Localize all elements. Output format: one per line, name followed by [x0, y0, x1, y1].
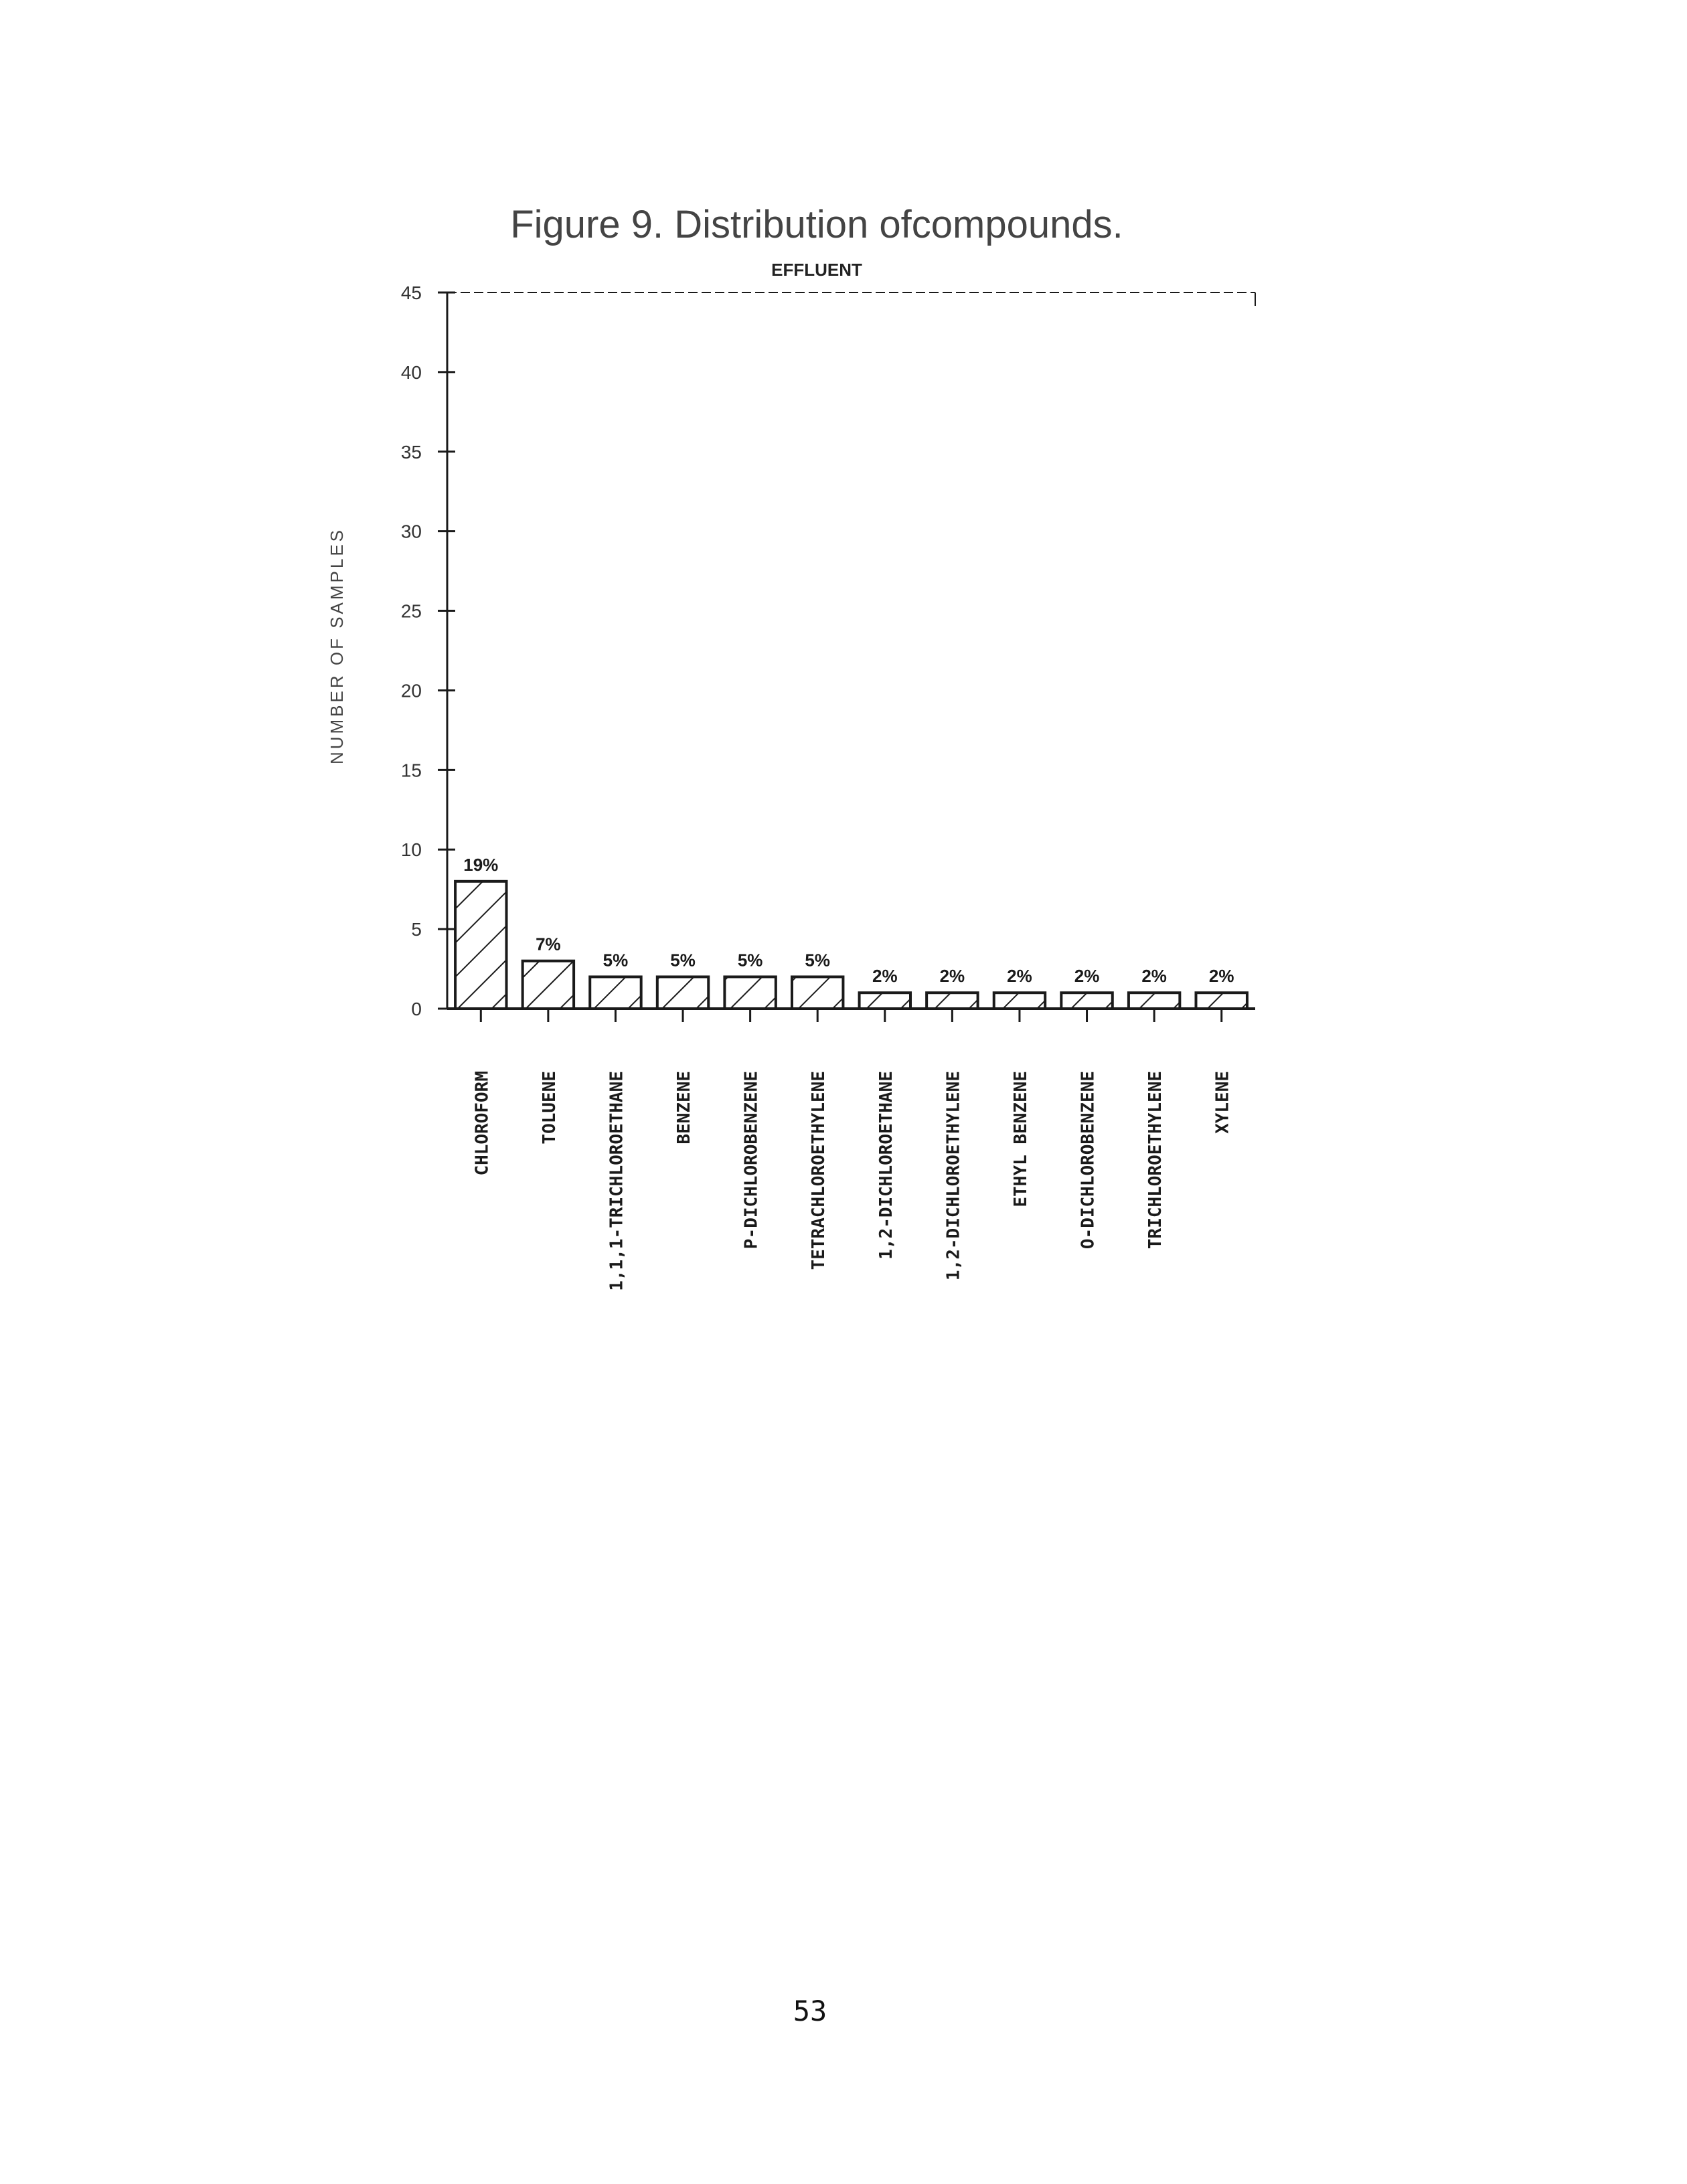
x-tick-label: TETRACHLOROETHYLENE: [809, 1071, 829, 1270]
y-tick-label: 30: [400, 521, 422, 542]
bar: [523, 961, 574, 1009]
chart-title: Figure 9. Distribution ofcompounds.: [510, 203, 1123, 246]
y-tick-label: 25: [400, 600, 422, 622]
bar-data-label: 5%: [737, 950, 763, 971]
y-tick-label: 20: [400, 680, 422, 701]
y-tick-label: 40: [400, 361, 422, 383]
x-tick-label: 1,1,1-TRICHLOROETHANE: [607, 1071, 627, 1291]
x-tick-label: ETHYL BENZENE: [1010, 1071, 1031, 1207]
bar: [455, 881, 506, 1009]
bar-data-label: 2%: [1208, 966, 1234, 987]
x-tick-label: P-DICHLOROBENZENE: [741, 1071, 762, 1250]
bar: [724, 977, 775, 1009]
y-tick-label: 10: [400, 839, 422, 861]
bar-data-label: 7%: [536, 934, 561, 954]
bar-data-label: 5%: [670, 950, 696, 971]
y-axis: [401, 282, 1255, 1019]
y-axis-label: NUMBER OF SAMPLES: [327, 527, 347, 765]
bar-data-label: 2%: [939, 966, 965, 987]
bar: [1196, 993, 1247, 1009]
bar: [1061, 993, 1112, 1009]
bar-data-label: 19%: [463, 854, 499, 875]
bar: [927, 993, 977, 1009]
bar-data-labels: [463, 855, 1234, 986]
bar-data-label: 2%: [1074, 966, 1100, 987]
y-tick-label: 15: [400, 760, 422, 781]
bar-data-label: 5%: [602, 950, 629, 971]
bar-data-label: 2%: [1141, 966, 1167, 987]
y-tick-label: 0: [411, 999, 422, 1019]
bar: [994, 993, 1045, 1009]
y-tick-label: 45: [400, 282, 422, 303]
x-tick-label: CHLOROFORM: [472, 1071, 493, 1176]
page-number: 53: [793, 1995, 827, 2027]
bar: [590, 977, 641, 1009]
y-tick-label: 35: [400, 441, 422, 463]
x-tick-label: TOLUENE: [539, 1071, 560, 1145]
bar-data-label: 5%: [805, 950, 830, 971]
x-tick-label: BENZENE: [674, 1071, 695, 1145]
bar-data-label: 2%: [1007, 966, 1032, 987]
bar: [792, 977, 843, 1009]
bar: [1129, 993, 1180, 1009]
bar: [657, 977, 708, 1009]
x-tick-label: TRICHLOROETHYLENE: [1145, 1071, 1166, 1250]
bar: [860, 993, 910, 1009]
x-tick-label: XYLENE: [1212, 1071, 1233, 1134]
x-tick-label: O-DICHLOROBENZENE: [1078, 1071, 1099, 1250]
x-tick-label: 1,2-DICHLOROETHYLENE: [943, 1071, 964, 1281]
y-tick-label: 5: [411, 919, 422, 940]
chart-subtitle: EFFLUENT: [771, 260, 862, 280]
bars: [455, 881, 1247, 1009]
bar-data-label: 2%: [872, 966, 898, 987]
x-tick-label: 1,2-DICHLOROETHANE: [876, 1071, 896, 1260]
x-axis: [447, 1009, 1255, 1291]
